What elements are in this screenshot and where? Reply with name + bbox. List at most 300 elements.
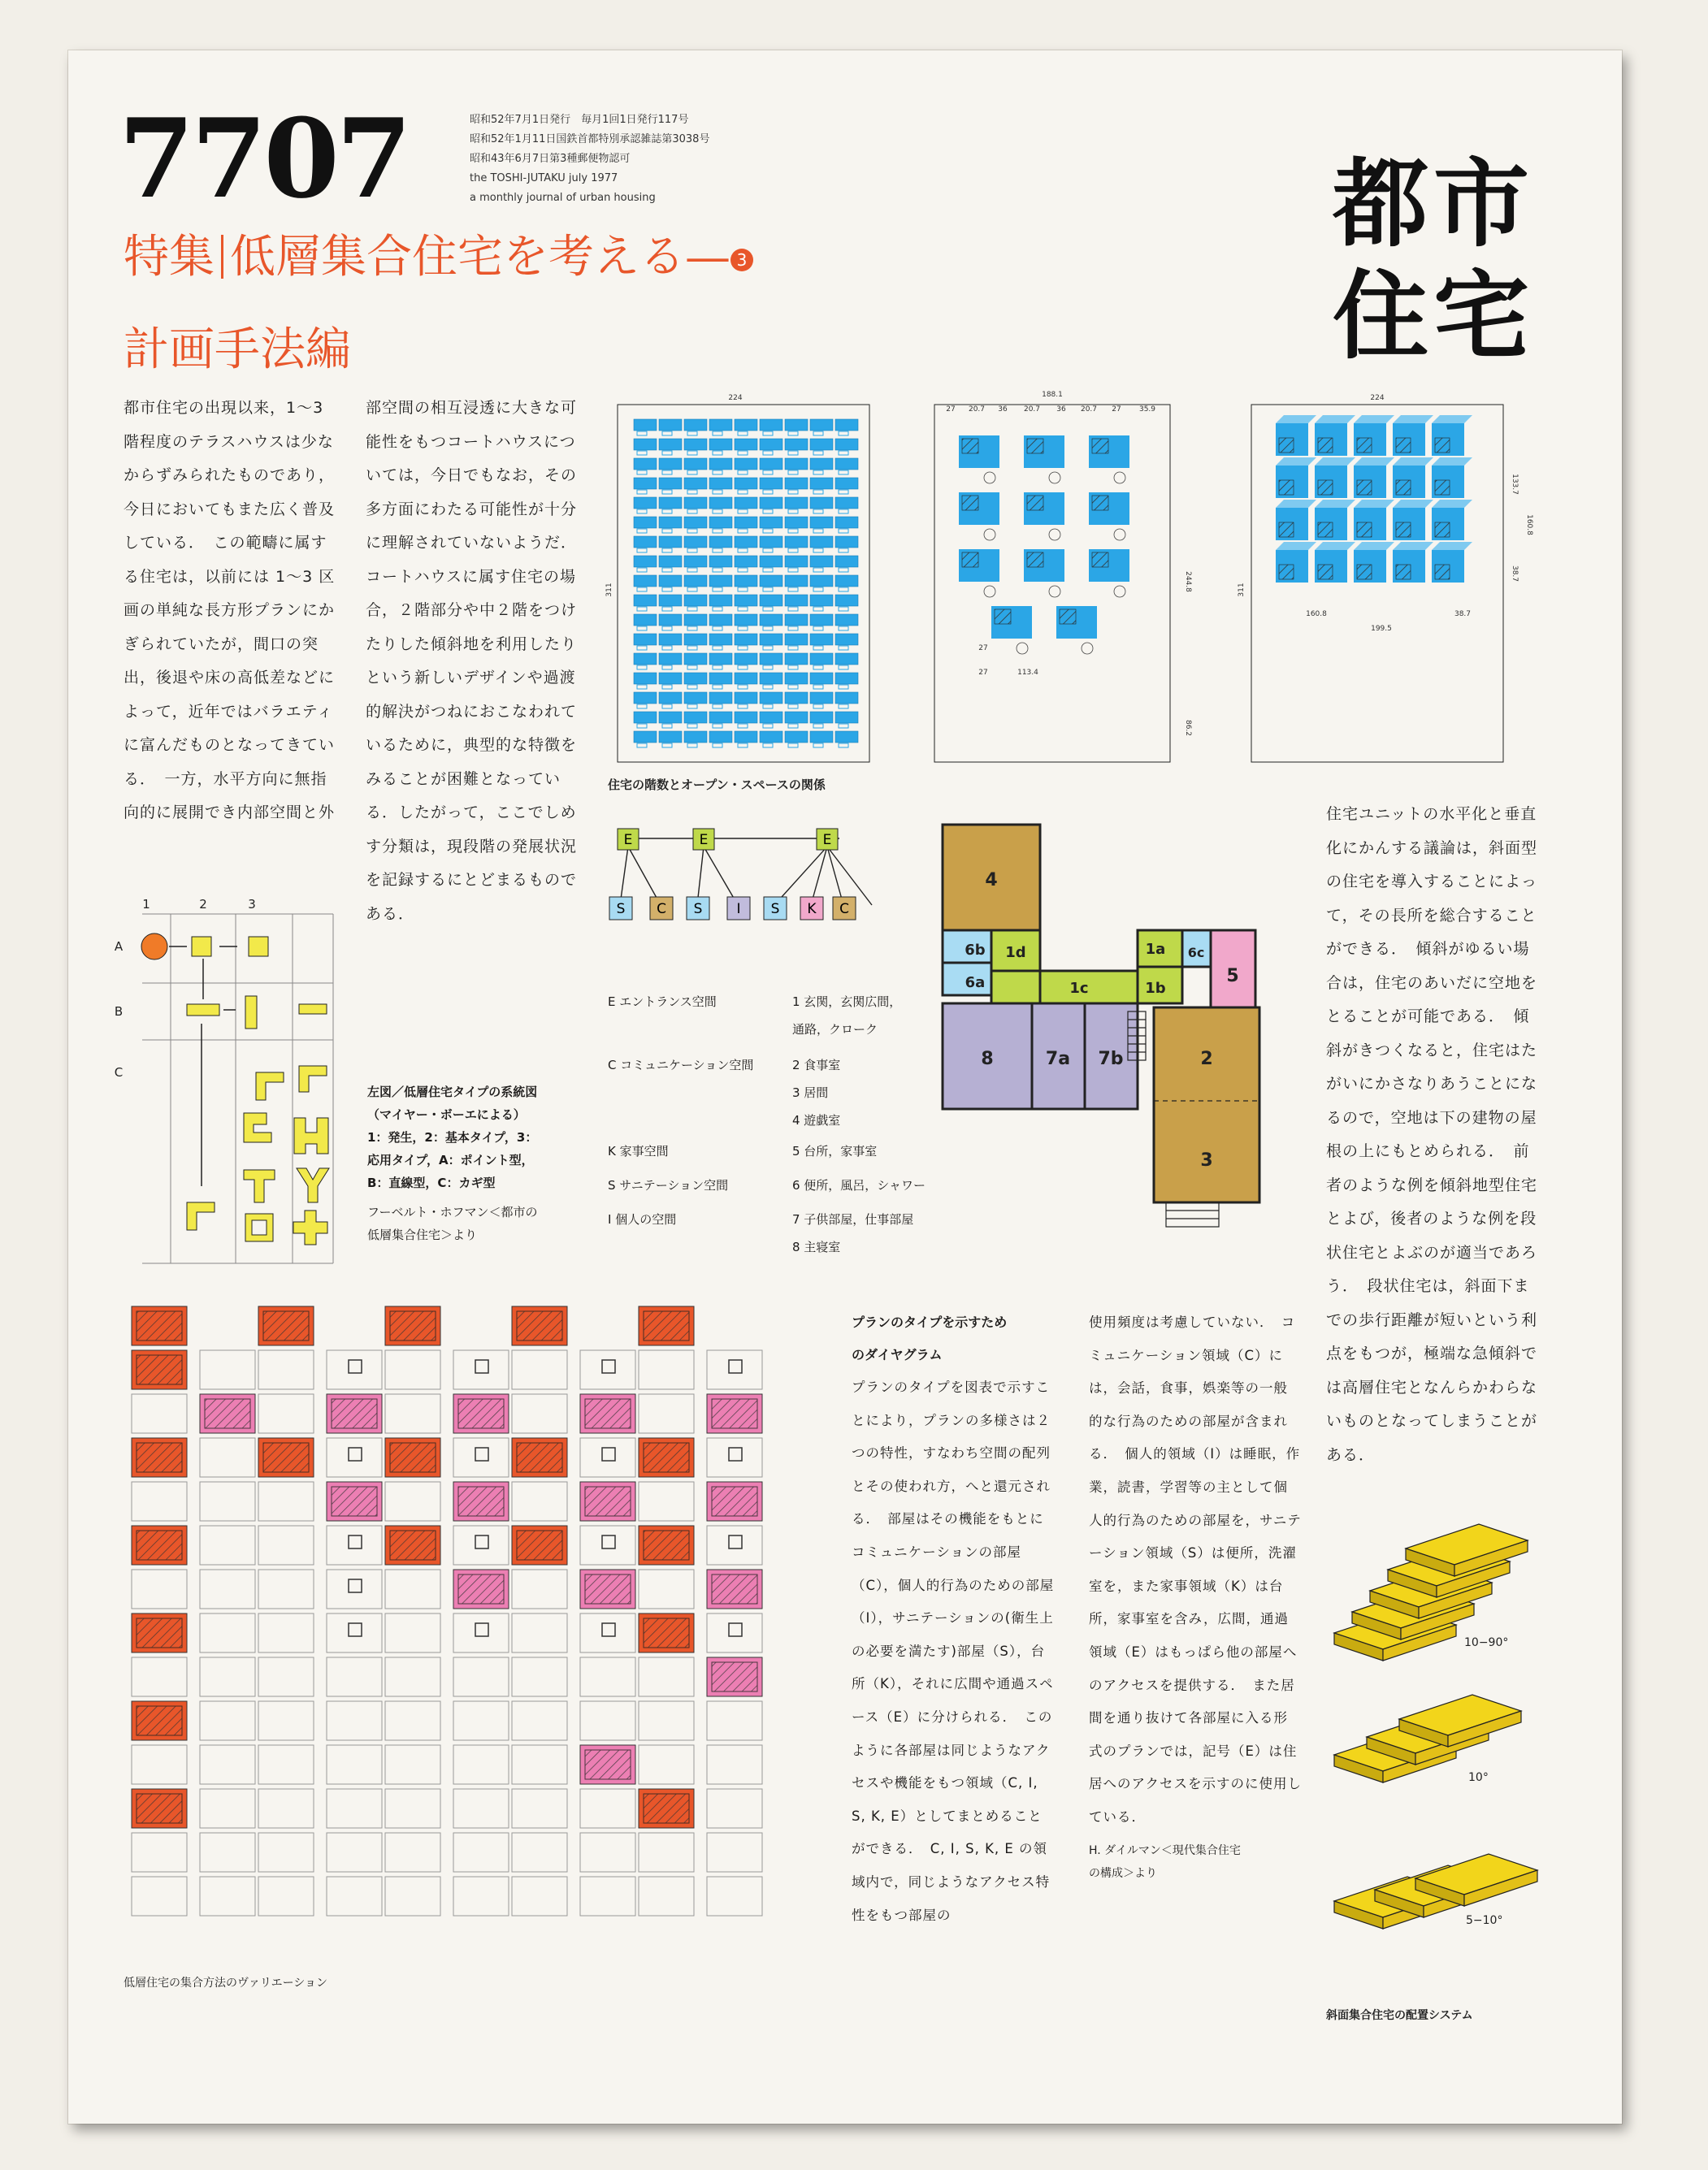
caption-line: （マイヤー・ボーエによる） [367, 1107, 526, 1122]
slope-housing-diagrams [1326, 1511, 1570, 2007]
variation-cell [639, 1394, 694, 1433]
dim-label: 38.7 [1511, 565, 1519, 583]
terrace-unit [659, 595, 682, 606]
stacked-hatch [1396, 438, 1411, 453]
terrace-court [763, 704, 773, 708]
variation-cell [258, 1350, 314, 1389]
variation-cell [639, 1877, 694, 1916]
terrace-court [687, 685, 697, 689]
terrace-unit [709, 614, 732, 626]
col-label: 3 [248, 897, 256, 912]
legend-key: I 個人の空間 [608, 1212, 677, 1227]
terrace-unit [810, 731, 833, 743]
stacked-unit-top [1432, 415, 1472, 423]
pub-line: a monthly journal of urban housing [470, 192, 656, 204]
node-label: S [770, 901, 780, 917]
terrace-court [839, 646, 848, 650]
terrace-court [637, 431, 647, 435]
variation-cell [258, 1394, 314, 1433]
variation-cell [258, 1526, 314, 1565]
courthouse-hatch [962, 552, 978, 567]
terrace-court [713, 587, 722, 591]
col-label: 2 [199, 897, 207, 912]
variation-cell [512, 1745, 567, 1784]
terrace-court [738, 470, 748, 474]
variation-cell [453, 1350, 509, 1389]
courthouse-hatch [1092, 552, 1108, 567]
variation-hatch [263, 1311, 309, 1341]
caption-title: 左図／低層住宅タイプの系統図 [367, 1085, 538, 1099]
room-label: 6b [965, 942, 986, 959]
stacked-unit-top [1432, 457, 1472, 466]
terrace-court [637, 548, 647, 552]
variation-hatch [332, 1399, 377, 1428]
terrace-unit [709, 673, 732, 684]
room-label: 6c [1187, 945, 1205, 960]
variation-cell [132, 1394, 187, 1433]
tree-symbol [1017, 643, 1028, 654]
terrace-unit [785, 712, 808, 723]
terrace-unit [810, 673, 833, 684]
feature-number-badge: 3 [730, 249, 753, 271]
terrace-court [839, 548, 848, 552]
terrace-court [813, 743, 823, 747]
terrace-unit [735, 556, 757, 567]
terrace-court [813, 665, 823, 669]
terrace-court [763, 587, 773, 591]
variation-cell [200, 1526, 255, 1565]
caption-line: B：直線型，C：カギ型 [367, 1176, 496, 1190]
terrace-unit [634, 692, 657, 704]
terrace-unit [684, 497, 707, 509]
unit-symbol [475, 1623, 488, 1636]
terrace-unit [810, 653, 833, 665]
variation-hatch [712, 1662, 757, 1691]
variation-cell [200, 1438, 255, 1477]
terrace-unit [785, 692, 808, 704]
variation-cell [132, 1482, 187, 1521]
terrace-court [813, 509, 823, 513]
col-label: 1 [142, 897, 150, 912]
tree-symbol [1049, 586, 1060, 597]
terrace-court [713, 431, 722, 435]
row-label: C [114, 1065, 124, 1080]
stacked-hatch [1279, 480, 1294, 495]
legend-item: 5 台所，家事室 [792, 1144, 878, 1159]
terrace-court [713, 685, 722, 689]
variation-cell [327, 1438, 382, 1477]
title-divider [221, 235, 223, 279]
variation-cell [132, 1833, 187, 1872]
terrace-unit [735, 614, 757, 626]
terrace-unit [835, 614, 858, 626]
terrace-court [637, 607, 647, 611]
terrace-unit [735, 731, 757, 743]
unit-symbol [475, 1535, 488, 1548]
terrace-unit [835, 536, 858, 548]
variation-cell [385, 1657, 440, 1696]
body-text-right: 住宅ユニットの水平化と垂直化にかんする議論は，斜面型の住宅を導入することによって，その長所を総合することができる． 傾斜がゆるい場合は，住宅のあいだに空地をとることが可能である． 傾斜がきつくなると，住宅はたがいにかさなりあうことになるので，空地は下の建物の屋根の上にもとめられる． 前者のような例を傾斜地型住宅とよび，後者のような例を段状住宅とよぶのが適当であろう． 段状住宅は，斜面下までの歩行距離が短いという利点をもつが，極端な急傾斜では高層住宅となんらかわらないものとなってしまうことがある． [1326, 805, 1538, 1464]
room-label: 1d [1005, 944, 1026, 961]
terrace-unit [659, 653, 682, 665]
terrace-court [738, 665, 748, 669]
terrace-unit [684, 419, 707, 431]
variation-cell [385, 1877, 440, 1916]
terrace-court [637, 743, 647, 747]
section-text-a: プランのタイプを図表で示すことにより，プランの多様さは２つの特性，すなわち空間の配列とその使われ方，へと還元される． 部屋はその機能をもとにコミュニケーションの部屋（C），個人的行為のための部屋（I），サニテーションの(衛生上の必要を満たす)部屋（S），台所（K），それに広間や通過スペース（E）に分けられる． このように各部屋は同じようなアクセスや機能をもつ領域（C, I, S, K, E）としてまとめることができる． C, I, S, K, E の領域内で，同じようなアクセス特性をもつ部屋の [852, 1380, 1055, 1923]
terrace-unit [835, 634, 858, 645]
variation-hatch [137, 1531, 182, 1560]
variation-cell [580, 1833, 635, 1872]
terrace-court [813, 470, 823, 474]
terrace-unit [709, 536, 732, 548]
room-label: 8 [981, 1049, 994, 1069]
variation-hatch [644, 1794, 689, 1823]
dim-label: 199.5 [1371, 625, 1392, 633]
terrace-court [637, 451, 647, 455]
tree-symbol [1114, 529, 1125, 540]
terrace-court [687, 646, 697, 650]
terrace-unit [709, 653, 732, 665]
terrace-court [788, 704, 798, 708]
terrace-court [687, 451, 697, 455]
terrace-unit [760, 439, 782, 450]
pub-line: 昭和43年6月7日第3種郵便物認可 [470, 153, 631, 165]
variation-hatch [712, 1399, 757, 1428]
stacked-unit-top [1276, 542, 1316, 550]
magazine-logo [1333, 148, 1534, 372]
issue-number: 7707 [119, 94, 409, 223]
stacked-unit-top [1354, 415, 1394, 423]
variation-cell [258, 1877, 314, 1916]
terrace-unit [810, 497, 833, 509]
variation-hatch [712, 1574, 757, 1604]
terrace-unit [810, 614, 833, 626]
terrace-court [687, 529, 697, 533]
terrace-unit [810, 439, 833, 450]
terrace-unit [634, 439, 657, 450]
variation-cell [385, 1701, 440, 1740]
terrace-court [788, 626, 798, 630]
variation-cell [453, 1833, 509, 1872]
terrace-unit [785, 673, 808, 684]
publication-info [470, 110, 709, 208]
unit-symbol [349, 1360, 362, 1373]
terrace-court [738, 743, 748, 747]
variation-cell [453, 1877, 509, 1916]
stacked-unit-top [1354, 542, 1394, 550]
terrace-unit [810, 692, 833, 704]
room-label: 1b [1145, 980, 1166, 997]
variation-hatch [458, 1487, 504, 1516]
node-label: K [807, 901, 817, 917]
terrace-unit [709, 517, 732, 528]
variation-cell [453, 1438, 509, 1477]
terrace-court [763, 509, 773, 513]
terrace-court [813, 548, 823, 552]
terrace-court [662, 548, 672, 552]
variation-cell [580, 1701, 635, 1740]
stacked-hatch [1279, 438, 1294, 453]
terrace-unit [634, 419, 657, 431]
terrace-court [813, 568, 823, 572]
terrace-unit [659, 536, 682, 548]
variation-cell [512, 1877, 567, 1916]
variation-cell [580, 1438, 635, 1477]
terrace-unit [634, 653, 657, 665]
terrace-court [839, 431, 848, 435]
stacked-unit-top [1432, 500, 1472, 508]
terrace-unit [785, 439, 808, 450]
section-text-b: 使用頻度は考慮していない． コミュニケーション領域（C）には，会話，食事，娯楽等の一般的な行為のための部屋が含まれる． 個人的領域（I）は睡眠，作業，読書，学習等の主として個人的行為のための部屋を，サニテーション領域（S）は便所，洗濯室を，また家事領域（K）は台所，家事室を含み，広間，通過領域（E）はもっぱら他の部屋へのアクセスを提供する． また居間を通り抜けて各部屋に入る形式のプランでは，記号（E）は住居へのアクセスを示すのに使用している． [1089, 1315, 1303, 1825]
terrace-unit [735, 673, 757, 684]
terrace-court [813, 431, 823, 435]
terrace-court [687, 568, 697, 572]
terrace-unit [684, 517, 707, 528]
terrace-unit [659, 439, 682, 450]
terrace-court [662, 607, 672, 611]
terrace-court [637, 509, 647, 513]
variation-hatch [712, 1487, 757, 1516]
type-system-caption [367, 1081, 603, 1246]
variation-cell [258, 1833, 314, 1872]
variation-cell [707, 1701, 762, 1740]
slope-label: 5−10° [1466, 1914, 1503, 1927]
terrace-unit [684, 439, 707, 450]
caption-source: 低層集合住宅＞より [367, 1228, 478, 1242]
terrace-unit [810, 478, 833, 489]
terrace-unit [785, 536, 808, 548]
terrace-court [788, 568, 798, 572]
terrace-court [763, 724, 773, 728]
variation-hatch [517, 1311, 562, 1341]
stacked-unit-top [1354, 457, 1394, 466]
dim-label: 160.8 [1525, 514, 1533, 535]
terrace-court [813, 607, 823, 611]
terrace-unit [785, 653, 808, 665]
terrace-court [687, 470, 697, 474]
terrace-court [788, 607, 798, 611]
variation-cell [385, 1394, 440, 1433]
variation-cell [132, 1657, 187, 1696]
terrace-unit [634, 712, 657, 723]
variation-hatch [644, 1443, 689, 1472]
variation-cell [580, 1789, 635, 1828]
tree-symbol [984, 472, 995, 483]
terrace-unit [709, 575, 732, 587]
terrace-court [687, 704, 697, 708]
stacked-unit-top [1315, 457, 1355, 466]
feature-title-text: 低層集合住宅を考える— [230, 231, 730, 284]
terrace-unit [810, 458, 833, 470]
legend-item: 2 食事室 [792, 1058, 841, 1072]
terrace-unit [760, 614, 782, 626]
terrace-unit [684, 731, 707, 743]
stacked-hatch [1357, 565, 1372, 579]
unit-symbol [602, 1623, 615, 1636]
caption-line: 応用タイプ，A：ポイント型， [367, 1153, 534, 1167]
terrace-court [637, 626, 647, 630]
variation-cell [512, 1482, 567, 1521]
terrace-unit [810, 419, 833, 431]
terrace-court [713, 529, 722, 533]
terrace-unit [709, 419, 732, 431]
variation-hatch [390, 1311, 436, 1341]
stacked-hatch [1318, 480, 1333, 495]
terrace-unit [785, 556, 808, 567]
terrace-unit [835, 692, 858, 704]
variation-cell [453, 1613, 509, 1652]
variation-cell [639, 1570, 694, 1609]
terrace-unit [659, 497, 682, 509]
terrace-unit [659, 731, 682, 743]
terrace-unit [634, 478, 657, 489]
terrace-court [662, 743, 672, 747]
variation-cell [200, 1833, 255, 1872]
stacked-hatch [1357, 438, 1372, 453]
legend-key: E エントランス空間 [608, 994, 717, 1009]
terrace-unit [684, 595, 707, 606]
logo-line: 住宅 [1333, 260, 1535, 372]
terrace-court [713, 568, 722, 572]
terrace-unit [760, 712, 782, 723]
terrace-court [738, 626, 748, 630]
terrace-court [738, 607, 748, 611]
terrace-unit [634, 595, 657, 606]
variation-cell [327, 1789, 382, 1828]
site-plans-diagram [601, 387, 1560, 777]
terrace-court [839, 724, 848, 728]
terrace-court [839, 685, 848, 689]
node-label: E [623, 832, 633, 848]
terrace-unit [785, 497, 808, 509]
variation-cell [200, 1570, 255, 1609]
terrace-court [839, 626, 848, 630]
terrace-court [637, 490, 647, 494]
legend-item: 1 玄関，玄関広間， [792, 994, 902, 1009]
variation-cell [200, 1701, 255, 1740]
dim-label: 133.7 [1511, 474, 1519, 495]
legend-key: K 家事空間 [608, 1144, 669, 1159]
terrace-unit [785, 419, 808, 431]
dim-label: 244.8 [1184, 571, 1192, 592]
node-label: S [616, 901, 626, 917]
terrace-court [763, 568, 773, 572]
terrace-unit [810, 575, 833, 587]
variation-cell [639, 1701, 694, 1740]
terrace-unit [810, 517, 833, 528]
variation-hatch [585, 1750, 631, 1779]
terrace-unit [659, 634, 682, 645]
terrace-unit [735, 517, 757, 528]
variation-hatch [137, 1706, 182, 1735]
terrace-unit [634, 673, 657, 684]
terrace-court [738, 704, 748, 708]
node-label: C [657, 901, 666, 917]
stacked-hatch [1396, 522, 1411, 537]
terrace-unit [760, 692, 782, 704]
terrace-unit [735, 634, 757, 645]
terrace-unit [760, 556, 782, 567]
terrace-court [662, 587, 672, 591]
terrace-court [839, 490, 848, 494]
terrace-court [839, 470, 848, 474]
variation-cell [512, 1570, 567, 1609]
terrace-unit [835, 497, 858, 509]
terrace-court [839, 451, 848, 455]
variation-cell [132, 1745, 187, 1784]
variation-hatch [137, 1443, 182, 1472]
room-label: 1c [1069, 980, 1089, 997]
dim-segment: 20.7 [968, 405, 986, 414]
terrace-court [763, 685, 773, 689]
terrace-court [713, 490, 722, 494]
terrace-unit [634, 731, 657, 743]
section-source: の構成＞より [1089, 1866, 1157, 1880]
terrace-unit [835, 439, 858, 450]
dim-label: 86.2 [1184, 719, 1192, 737]
terrace-court [763, 548, 773, 552]
terrace-unit [684, 614, 707, 626]
row-label: B [114, 1004, 124, 1019]
terrace-court [662, 568, 672, 572]
terrace-court [788, 665, 798, 669]
slope-diagram-gentle [1334, 1854, 1537, 1929]
variation-cell [512, 1789, 567, 1828]
terrace-unit [709, 556, 732, 567]
terrace-unit [760, 595, 782, 606]
aggregation-variation-grid [124, 1298, 822, 1964]
terrace-court [637, 665, 647, 669]
terrace-court [713, 724, 722, 728]
room-label: 2 [1200, 1049, 1213, 1069]
dim-label: 113.4 [1017, 669, 1038, 677]
courthouse-hatch [1060, 609, 1076, 624]
caption-source: フーベルト・ホフマン＜都市の [367, 1205, 538, 1219]
stacked-hatch [1357, 522, 1372, 537]
variation-hatch [585, 1399, 631, 1428]
stacked-hatch [1279, 565, 1294, 579]
courthouse-hatch [962, 439, 978, 453]
variation-cell [327, 1877, 382, 1916]
dim-segment: 27 [1112, 405, 1121, 414]
terrace-unit [735, 536, 757, 548]
terrace-unit [760, 731, 782, 743]
room-label: 7b [1098, 1049, 1124, 1069]
dim-label: 27 [978, 669, 988, 677]
node-label: E [822, 832, 832, 848]
variation-cell [707, 1526, 762, 1565]
terrace-court [763, 451, 773, 455]
tree-symbol [1049, 529, 1060, 540]
variation-cell [453, 1657, 509, 1696]
terrace-court [763, 490, 773, 494]
terrace-court [788, 470, 798, 474]
stacked-hatch [1318, 565, 1333, 579]
terrace-court [662, 704, 672, 708]
unit-symbol [602, 1535, 615, 1548]
terrace-court [713, 743, 722, 747]
stacked-unit-top [1354, 500, 1394, 508]
terrace-court [738, 587, 748, 591]
variation-cell [200, 1482, 255, 1521]
variation-cell [512, 1350, 567, 1389]
stacked-hatch [1396, 565, 1411, 579]
variation-hatch [137, 1311, 182, 1341]
terrace-court [687, 626, 697, 630]
tree-symbol [1049, 472, 1060, 483]
terrace-unit [810, 536, 833, 548]
